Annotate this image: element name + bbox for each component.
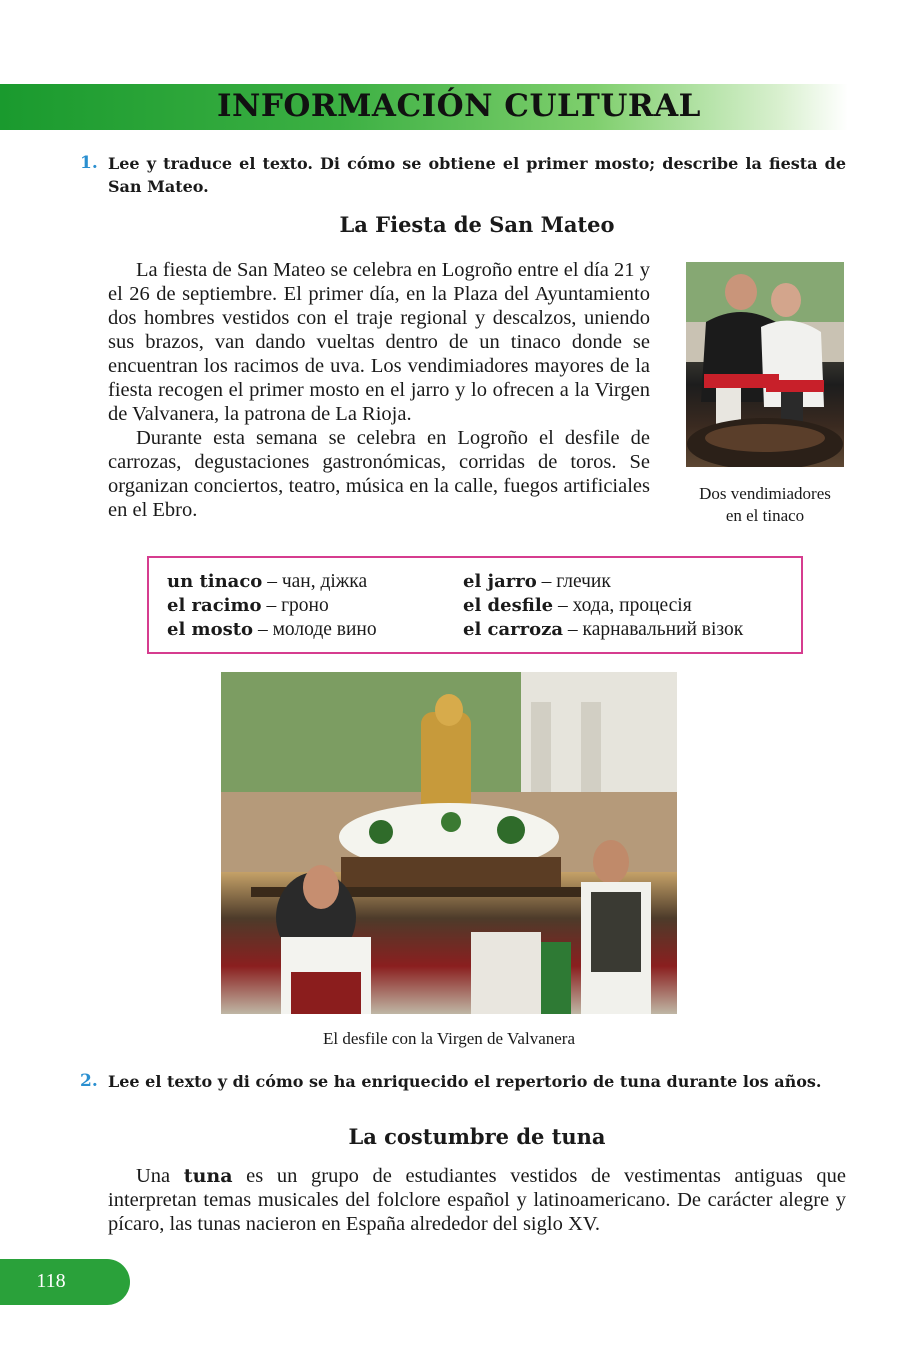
vocab-translation: – хода, процесія	[553, 595, 692, 616]
caption-line-1: Dos vendimiadores	[699, 484, 831, 503]
task-1	[80, 152, 846, 198]
vocab-term: el jarro	[463, 571, 537, 592]
photo-wine-pressers	[686, 262, 844, 467]
vocab-term: el carroza	[463, 619, 564, 640]
vocab-term: el mosto	[167, 619, 254, 640]
vocab-term: un tinaco	[167, 571, 263, 592]
task-2-instruction: Lee el texto y di cómo se ha enriquecido el repertorio de tuna durante los años.	[108, 1072, 822, 1091]
article-1-paragraph-1: La fiesta de San Mateo se celebra en Logroño entre el día 21 y el 26 de septiembre. El primer día, en la Plaza del Ayuntamiento dos hombres vestidos con el traje regional y descalzos, uniendo sus brazos, van dando vueltas dentro de un tinaco donde se encuentran los racimos de uva. Los vendimiadores mayores de la fiesta recogen el primer mosto en el jarro y lo ofrecen a la Virgen de Valvanera, la patrona de La Rioja.	[108, 259, 650, 425]
vocab-translation: – карнавальний візок	[563, 619, 744, 640]
article-2-lead: Una	[136, 1165, 184, 1187]
task-1-number: 1.	[80, 153, 98, 173]
page-number: 118	[36, 1270, 66, 1292]
vocab-translation: – гроно	[261, 595, 329, 616]
vocab-entry	[463, 594, 743, 618]
vocab-translation: – молоде вино	[253, 619, 377, 640]
article-1-paragraph-2: Durante esta semana se celebra en Logroño el desfile de carrozas, degustaciones gastronómicas, corridas de toros. Se organizan conciertos, teatro, música en la calle, fuegos artificiales en el Ebro.	[108, 427, 650, 521]
article-2-rest: es un grupo de estudiantes vestidos de vestimentas antiguas que interpretan temas musicales del folclore español y latinoamericano. De carácter alegre y pícaro, las tunas nacieron en España alrededor del siglo XV.	[108, 1165, 846, 1235]
photo-wine-pressers-caption	[670, 483, 860, 527]
vocab-term: el racimo	[167, 595, 262, 616]
vocab-entry	[167, 618, 377, 642]
photo-procession	[221, 672, 677, 1014]
section-title: INFORMACIÓN CULTURAL	[217, 88, 701, 124]
article-2-body	[108, 1164, 846, 1236]
vocab-entry	[463, 570, 743, 594]
article-1-body	[108, 258, 650, 522]
vocab-entry	[167, 594, 377, 618]
task-2-number: 2.	[80, 1071, 98, 1091]
article-2-keyword: tuna	[183, 1165, 233, 1187]
photo-procession-illustration	[221, 672, 677, 1014]
vocab-translation: – глечик	[536, 571, 611, 592]
task-2	[80, 1070, 846, 1093]
photo-wine-pressers-illustration	[686, 262, 844, 467]
vocab-translation: – чан, діжка	[262, 571, 368, 592]
article-1-title: La Fiesta de San Mateo	[339, 212, 615, 237]
article-2-title: La costumbre de tuna	[348, 1124, 606, 1149]
task-1-instruction: Lee y traduce el texto. Di cómo se obtiene el primer mosto; describe la fiesta de San Mateo.	[108, 154, 846, 196]
vocab-entry	[463, 618, 743, 642]
vocabulary-column-left	[167, 570, 377, 642]
article-2-paragraph	[108, 1164, 846, 1236]
vocab-term: el desfile	[463, 595, 554, 616]
vocabulary-column-right	[463, 570, 743, 642]
vocab-entry	[167, 570, 377, 594]
photo-procession-caption: El desfile con la Virgen de Valvanera	[322, 1029, 575, 1048]
vocabulary-box	[147, 556, 803, 654]
caption-line-2: en el tinaco	[725, 506, 805, 525]
